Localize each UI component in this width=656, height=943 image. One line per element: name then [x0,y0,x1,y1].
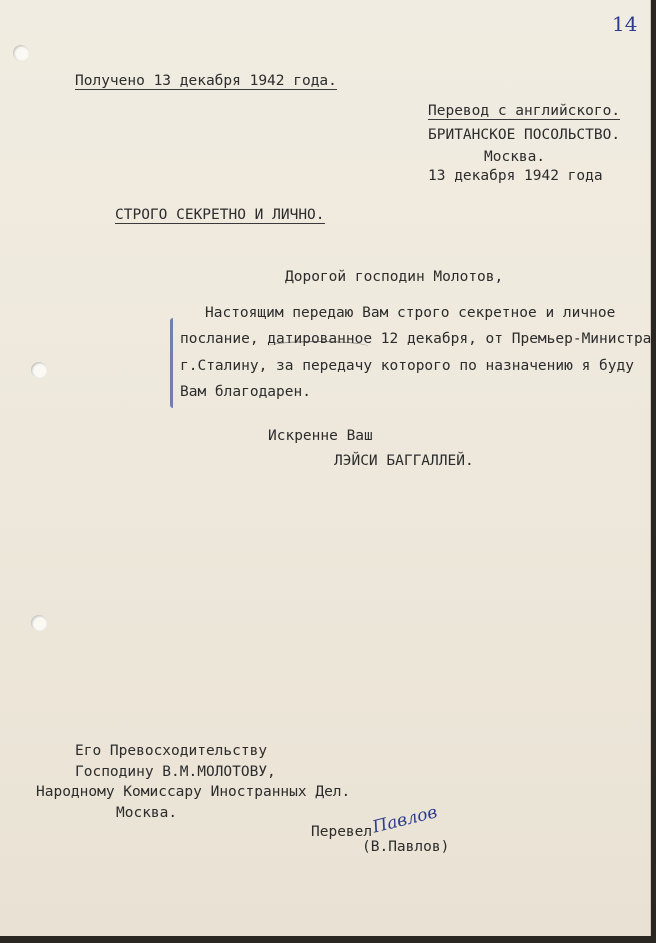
body-line: Настоящим передаю Вам строго секретное и личное [205,305,616,321]
received-text: Получено 13 декабря 1942 года. [75,73,337,89]
translator-label: Перевел [311,824,373,840]
addressee-line: Народному Комиссару Иностранных Дел. [36,784,351,800]
classification-text: СТРОГО СЕКРЕТНО И ЛИЧНО. [115,207,325,223]
body-line: Вам благодарен. [180,384,311,400]
closing: Искренне Ваш [268,428,373,444]
received-line [75,72,337,90]
signer-name: ЛЭЙСИ БАГГАЛЛЕЙ. [334,453,474,469]
document-date: 13 декабря 1942 года [428,168,603,184]
addressee-line: Его Превосходительству [75,743,268,759]
punch-hole [31,362,47,378]
body-line: послание, датированное 12 декабря, от Премьер-Министра [180,331,652,347]
page-number: 14 [612,12,638,36]
translator-name: (В.Павлов) [362,839,450,855]
translation-note [428,102,620,120]
margin-mark [170,318,178,408]
punch-hole [13,45,29,61]
addressee-line: Москва. [116,805,178,821]
punch-hole [31,615,47,631]
translation-note-text: Перевод с английского. [428,103,621,119]
salutation: Дорогой господин Молотов, [285,269,504,285]
translator-signature: Павлов [370,802,440,838]
classification-line [115,206,325,224]
institution-name: БРИТАНСКОЕ ПОСОЛЬСТВО. [428,127,621,143]
city-name: Москва. [484,149,546,165]
body-line: г.Сталину, за передачу которого по назначению я буду [180,358,634,374]
addressee-line: Господину В.М.МОЛОТОВУ, [75,764,276,780]
